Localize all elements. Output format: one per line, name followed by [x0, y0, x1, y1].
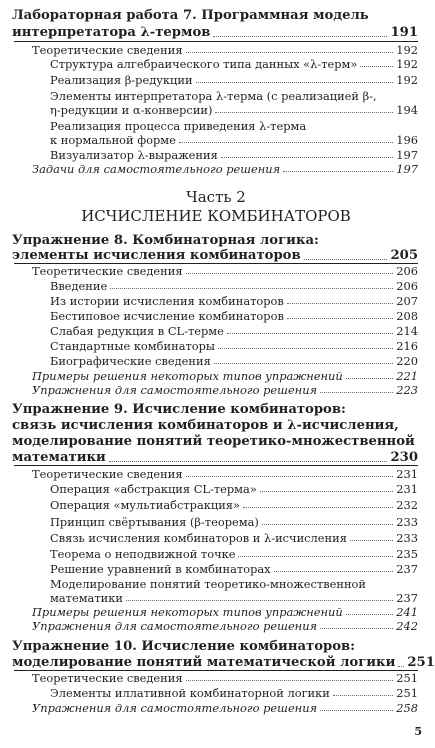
lab7-title-entry[interactable] [12, 25, 418, 41]
entry-title: Элементы иллативной комбинаторной логики [50, 686, 330, 700]
entry-title: Из истории исчисления комбинаторов [50, 294, 284, 308]
entry-page: 196 [396, 133, 418, 147]
toc-entry-examples[interactable] [32, 605, 418, 619]
toc-entry-visualizer[interactable] [50, 148, 418, 162]
dot-leader [320, 627, 393, 629]
dot-leader [110, 287, 393, 289]
ex9-title-line-4: математики [12, 450, 106, 465]
toc-entry-standard[interactable] [50, 339, 418, 353]
ex8-title-line-2: элементы исчисления комбинаторов [12, 248, 301, 263]
dot-leader [186, 272, 394, 274]
entry-title: Теоретические сведения [32, 264, 183, 278]
part-label: Часть 2 [186, 188, 246, 206]
dot-leader [283, 170, 393, 172]
entry-title: Упражнения для самостоятельного решения [32, 701, 318, 715]
entry-title: Операция «абстракция CL-терма» [50, 482, 257, 496]
toc-entry-cl-lambda[interactable] [50, 531, 418, 545]
entry-page: 216 [396, 339, 418, 353]
lab7-title-line-1: Лабораторная работа 7. Программная модель [12, 8, 369, 23]
ex9-title-line-2: связь исчисления комбинаторов и λ-исчисления, [12, 418, 399, 433]
entry-title: Упражнения для самостоятельного решения [32, 383, 318, 397]
entry-title: Примеры решения некоторых типов упражнений [32, 605, 343, 619]
entry-title: Упражнения для самостоятельного решения [32, 619, 318, 633]
toc-entry-multiabstraction[interactable] [50, 498, 418, 512]
entry-page: 207 [396, 294, 418, 308]
dot-leader [179, 141, 393, 143]
toc-entry-exercises[interactable] [32, 701, 418, 715]
ex9-title-line-3: моделирование понятий теоретико-множественной [12, 434, 415, 449]
toc-entry-interpreter-line-1: Элементы интерпретатора λ-терма (с реализацией β-, [50, 89, 377, 103]
entry-page: 235 [396, 547, 418, 561]
entry-page: 233 [396, 515, 418, 529]
entry-page: 206 [396, 279, 418, 293]
dot-leader [260, 490, 393, 492]
toc-entry-set-theory[interactable] [50, 591, 418, 605]
entry-page: 237 [396, 562, 418, 576]
entry-title: Бестиповое исчисление комбинаторов [50, 309, 284, 323]
toc-entry-beta-reduction[interactable] [50, 73, 418, 87]
ex8-page: 205 [390, 248, 418, 263]
entry-page: 206 [396, 264, 418, 278]
toc-entry-examples[interactable] [32, 369, 418, 383]
entry-page: 233 [396, 531, 418, 545]
dot-leader [350, 539, 393, 541]
entry-title: Стандартные комбинаторы [50, 339, 216, 353]
toc-entry-normal-form[interactable] [50, 133, 418, 147]
entry-title: Слабая редукция в CL-терме [50, 324, 224, 338]
dot-leader [186, 475, 394, 477]
entry-page: 242 [396, 619, 418, 633]
dot-leader [218, 347, 393, 349]
toc-entry-equations[interactable] [50, 562, 418, 576]
lab7-title-line-2: интерпретатора λ-термов [12, 25, 211, 40]
ex9-title-entry[interactable] [12, 450, 418, 466]
dot-leader [320, 391, 393, 393]
toc-entry-theory[interactable] [32, 671, 418, 685]
dot-leader [346, 377, 394, 379]
dot-leader [287, 302, 393, 304]
entry-page: 197 [396, 162, 418, 176]
dot-leader [214, 362, 393, 364]
dot-leader [126, 599, 393, 601]
entry-title: Задачи для самостоятельного решения [32, 162, 281, 176]
dot-leader [186, 51, 394, 53]
entry-title: Теоретические сведения [32, 671, 183, 685]
toc-entry-theory[interactable] [32, 43, 418, 57]
entry-page: 251 [396, 671, 418, 685]
entry-title: Принцип свёртывания (β-теорема) [50, 515, 259, 529]
toc-entry-fixed-point[interactable] [50, 547, 418, 561]
toc-entry-normal-form-line-1: Реализация процесса приведения λ-терма [50, 119, 307, 133]
dot-leader [243, 506, 393, 508]
toc-entry-theory[interactable] [32, 467, 418, 481]
entry-page: 220 [396, 354, 418, 368]
dot-leader [196, 81, 394, 83]
entry-page: 232 [396, 498, 418, 512]
dot-leader [360, 65, 393, 67]
entry-page: 221 [396, 369, 418, 383]
entry-title: Структура алгебраического типа данных «λ-терм» [50, 57, 358, 71]
dot-leader [215, 111, 393, 113]
toc-entry-theory[interactable] [32, 264, 418, 278]
dot-leader [221, 156, 393, 158]
entry-title: Теоретические сведения [32, 43, 183, 57]
entry-page: 241 [396, 605, 418, 619]
entry-title: математики [50, 591, 123, 605]
ex9-title-line-1: Упражнение 9. Исчисление комбинаторов: [12, 402, 346, 417]
lab7-rule [14, 41, 418, 42]
toc-entry-interpreter[interactable] [50, 103, 418, 117]
entry-page: 251 [396, 686, 418, 700]
toc-entry-history[interactable] [50, 294, 418, 308]
dot-leader [304, 258, 388, 260]
toc-entry-bio[interactable] [50, 354, 418, 368]
entry-page: 192 [396, 73, 418, 87]
entry-page: 197 [396, 148, 418, 162]
toc-entry-set-theory-line-1: Моделирование понятий теоретико-множественной [50, 577, 366, 591]
ex9-rule [14, 465, 418, 466]
entry-page: 237 [396, 591, 418, 605]
dot-leader [213, 35, 387, 37]
entry-page: 258 [396, 701, 418, 715]
entry-title: Теоретические сведения [32, 467, 183, 481]
entry-page: 208 [396, 309, 418, 323]
entry-title: Связь исчисления комбинаторов и λ-исчисления [50, 531, 347, 545]
entry-title: η-редукции и α-конверсии) [50, 103, 213, 117]
entry-page: 192 [396, 43, 418, 57]
toc-entry-exercises[interactable] [32, 619, 418, 633]
entry-page: 194 [396, 103, 418, 117]
ex8-title-entry[interactable] [12, 248, 418, 264]
toc-entry-tasks[interactable] [32, 162, 418, 176]
ex10-title-line-1: Упражнение 10. Исчисление комбинаторов: [12, 639, 356, 654]
dot-leader [227, 332, 393, 334]
dot-leader [274, 570, 394, 572]
entry-page: 223 [396, 383, 418, 397]
toc-entry-intro[interactable] [50, 279, 418, 293]
ex9-page: 230 [390, 450, 418, 465]
dot-leader [398, 665, 404, 667]
entry-title: Визуализатор λ-выражения [50, 148, 218, 162]
dot-leader [320, 709, 393, 711]
entry-page: 192 [396, 57, 418, 71]
dot-leader [333, 694, 393, 696]
ex10-title-entry[interactable] [12, 655, 435, 671]
toc-entry-untyped[interactable] [50, 309, 418, 323]
toc-entry-beta-theorem[interactable] [50, 515, 418, 529]
toc-entry-abstraction[interactable] [50, 482, 418, 496]
entry-page: 214 [396, 324, 418, 338]
entry-title: Реализация β-редукции [50, 73, 193, 87]
entry-title: Биографические сведения [50, 354, 211, 368]
lab7-page: 191 [390, 25, 418, 40]
entry-page: 231 [396, 467, 418, 481]
entry-title: к нормальной форме [50, 133, 176, 147]
toc-entry-illative[interactable] [50, 686, 418, 700]
entry-page: 231 [396, 482, 418, 496]
dot-leader [346, 613, 394, 615]
entry-title: Примеры решения некоторых типов упражнений [32, 369, 343, 383]
entry-title: Операция «мультиабстракция» [50, 498, 240, 512]
toc-entry-weak-reduction[interactable] [50, 324, 418, 338]
entry-title: Введение [50, 279, 108, 293]
ex10-title-line-2: моделирование понятий математической логики [12, 655, 396, 670]
entry-title: Решение уравнений в комбинаторах [50, 562, 271, 576]
page-number: 5 [414, 725, 422, 738]
ex10-page: 251 [407, 655, 435, 670]
ex8-title-line-1: Упражнение 8. Комбинаторная логика: [12, 233, 319, 248]
part-title: ИСЧИСЛЕНИЕ КОМБИНАТОРОВ [81, 207, 351, 225]
dot-leader [287, 317, 393, 319]
dot-leader [109, 460, 388, 462]
entry-title: Теорема о неподвижной точке [50, 547, 236, 561]
dot-leader [186, 679, 394, 681]
toc-entry-exercises[interactable] [32, 383, 418, 397]
dot-leader [262, 523, 393, 525]
dot-leader [238, 555, 393, 557]
toc-entry-lambda-adt[interactable] [50, 57, 418, 71]
